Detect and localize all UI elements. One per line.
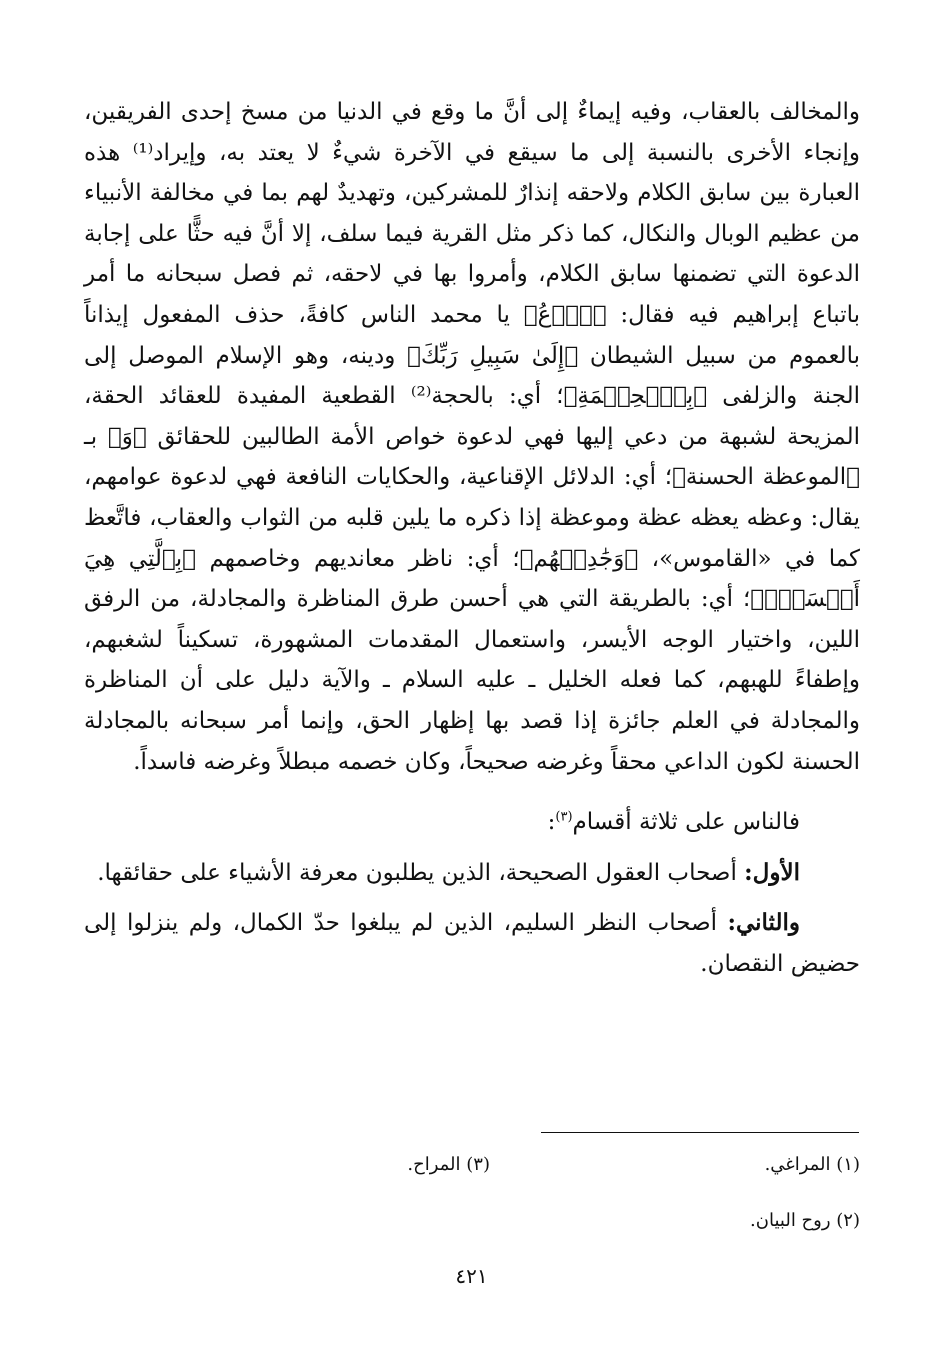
page-number: ٤٢١ [455,1264,488,1288]
intro-line [84,802,860,843]
page-body [84,92,860,984]
footnote-1: (١) المراغي. [764,1154,860,1175]
second-category [84,903,860,984]
first-category [84,853,860,894]
second-category-label: والثاني: [727,909,800,937]
first-category-text: أصحاب العقول الصحيحة، الذين يطلبون معرفة الأشياء على حقائقها. [97,859,737,886]
first-category-label: الأول: [744,858,800,886]
intro-text: فالناس على ثلاثة أقسام [572,809,800,836]
main-paragraph: والمخالف بالعقاب، وفيه إيماءٌ إلى أنَّ ما وقع في الدنيا من مسخ إحدى الفريقين، وإنجاء الأخرى بالنسبة إلى ما سيقع في الآخرة شيءٌ لا يعتد به، وإيراد⁽¹⁾ هذه العبارة بين سابق الكلام ولاحقه إنذارٌ للمشركين، وتهديدٌ لهم بما في مخالفة الأنبياء من عظيم الوبال والنكال، كما ذكر مثل القرية فيما سلف، إلا أنَّ فيه حثًّا على إجابة الدعوة التي تضمنها سابق الكلام، وأمروا بها في لاحقه، ثم فصل سبحانه ما أمر باتباع إبراهيم فيه فقال: ﴿ٱدۡعُ﴾ يا محمد الناس كافةً، حذف المفعول إيذاناً بالعموم من سبيل الشيطان ﴿إِلَىٰ سَبِيلِ رَبِّكَ﴾ ودينه، وهو الإسلام الموصل إلى الجنة والزلفى ﴿بِٱلۡحِكۡمَةِ﴾؛ أي: بالحجة⁽²⁾ القطعية المفيدة للعقائد الحقة، المزيحة لشبهة من دعي إليها فهي لدعوة خواص الأمة الطالبين للحقائق ﴿وَ﴾ بـ ﴿الموعظة الحسنة﴾؛ أي: الدلائل الإقناعية، والحكايات النافعة فهي لدعوة عوامهم، يقال: وعظه يعظه عظة وموعظة إذا ذكره ما يلين قلبه من الثواب والعقاب، فاتَّعظ كما في «القاموس»، ﴿وَجَٰدِلۡهُم﴾؛ أي: ناظر معانديهم وخاصمهم ﴿بِٱلَّتِي هِيَ أَحۡسَنُۚ﴾؛ أي: بالطريقة التي هي أحسن طرق المناظرة والمجادلة، من الرفق اللين، واختيار الوجه الأيسر، واستعمال المقدمات المشهورة، تسكيناً لشغبهم، وإطفاءً للهبهم، كما فعله الخليل ـ عليه السلام ـ والآية دليل على أن المناظرة والمجادلة في العلم جائزة إذا قصد بها إظهار الحق، وإنما أمر سبحانه بالمجادلة الحسنة لكون الداعي محقاً وغرضه صحيحاً، وكان خصمه مبطلاً وغرضه فاسداً. [84,99,861,775]
footnote-divider [541,1132,859,1133]
footnote-row-1 [84,1150,860,1206]
intro-colon: : [547,809,556,836]
footnotes [84,1150,860,1262]
footnote-2: (٢) روح البيان. [750,1210,860,1231]
footnote-ref-3: (٣) [555,809,573,825]
footnote-3: (٣) المراح. [407,1154,490,1175]
footnote-row-2 [84,1206,860,1262]
second-category-text: أصحاب النظر السليم، الذين لم يبلغوا حدّ الكمال، ولم ينزلوا إلى حضيض النقصان. [84,910,860,977]
